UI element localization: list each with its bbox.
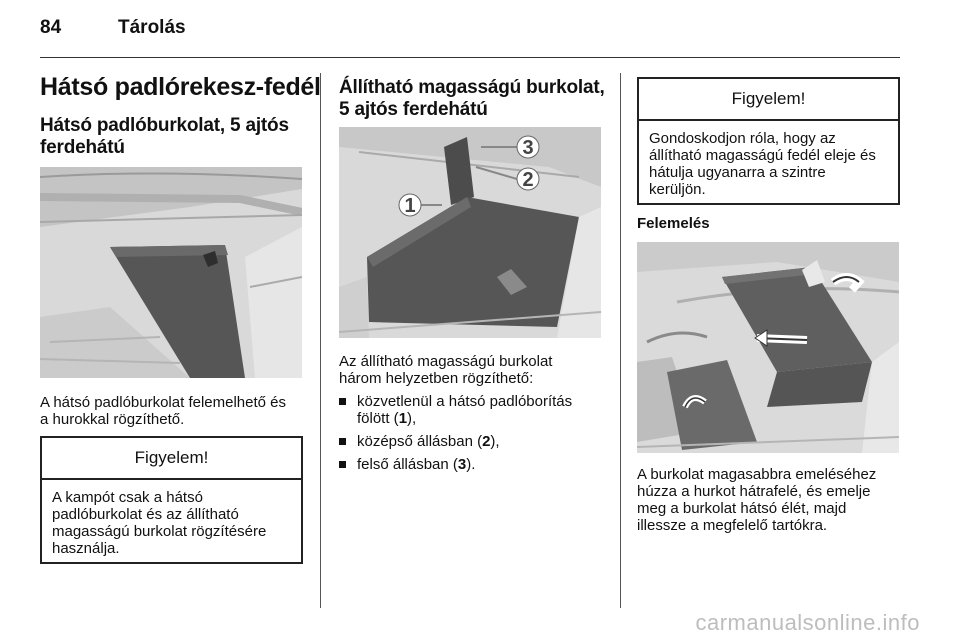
notice-box-hook: [40, 436, 303, 564]
list-item-number: 1: [398, 410, 408, 427]
lifting-paragraph-line: meg a burkolat hátsó élét, majd: [637, 500, 847, 517]
lifting-paragraph-line: húzza a hurkot hátrafelé, és emelje: [637, 483, 871, 500]
positions-intro-line1: Az állítható magasságú burkolat: [339, 353, 553, 370]
lifting-illustration: [637, 242, 899, 453]
notice-box-level: [637, 77, 900, 205]
section-title: Hátsó padlórekesz-fedél: [40, 73, 321, 101]
subsection-title-line2: ferdehátú: [40, 137, 125, 158]
list-item-text: fölött (: [357, 410, 399, 427]
notice-line: magasságú burkolat rögzítésére: [52, 523, 267, 540]
adjustable-cover-heading-line1: Állítható magasságú burkolat,: [339, 77, 605, 98]
list-item: [339, 393, 609, 427]
subsection-title: [40, 115, 289, 159]
list-item-text: ),: [490, 433, 500, 450]
list-item: [339, 456, 609, 473]
bullet-icon: [339, 438, 346, 445]
lifting-heading: Felemelés: [637, 215, 710, 232]
adjustable-cover-heading: [339, 77, 605, 121]
notice-line: padlóburkolat és az állítható: [52, 506, 239, 523]
notice-body: [639, 121, 898, 198]
positions-intro: [339, 353, 609, 387]
page-number: 84: [40, 17, 62, 38]
list-item-text: középső állásban (: [357, 433, 483, 450]
floor-cover-illustration: [40, 167, 302, 378]
lifting-paragraph: [637, 466, 907, 534]
list-item-number: 3: [457, 456, 467, 473]
bullet-icon: [339, 461, 346, 468]
notice-body: [42, 480, 301, 557]
list-item-text: felső állásban (: [357, 456, 458, 473]
notice-heading: Figyelem!: [639, 79, 898, 121]
lifting-paragraph-line: A burkolat magasabbra emeléséhez: [637, 466, 877, 483]
notice-line: használja.: [52, 540, 120, 557]
floor-cover-paragraph-line2: a hurokkal rögzíthető.: [40, 411, 185, 428]
floor-cover-paragraph-line1: A hátsó padlóburkolat felemelhető és: [40, 394, 286, 411]
list-item-text: ),: [407, 410, 417, 427]
list-item-number: 2: [482, 433, 491, 450]
notice-line: kerüljön.: [649, 181, 706, 198]
list-item-text: közvetlenül a hátsó padlóborítás: [357, 393, 573, 410]
column-divider-1: [320, 73, 321, 608]
bullet-icon: [339, 398, 346, 405]
positions-list: [339, 393, 609, 479]
notice-heading: Figyelem!: [42, 438, 301, 480]
floor-cover-paragraph: [40, 394, 310, 428]
callout-2: 2: [522, 169, 534, 191]
callout-3: 3: [522, 137, 534, 159]
subsection-title-line1: Hátsó padlóburkolat, 5 ajtós: [40, 115, 289, 136]
adjustable-cover-illustration: [339, 127, 601, 338]
list-item-text: ).: [466, 456, 476, 473]
column-divider-2: [620, 73, 621, 608]
chapter-title: Tárolás: [118, 17, 186, 38]
list-item: [339, 433, 609, 450]
notice-line: Gondoskodjon róla, hogy az: [649, 130, 836, 147]
header-rule: [40, 57, 900, 58]
positions-intro-line2: három helyzetben rögzíthető:: [339, 370, 534, 387]
callout-1: 1: [404, 195, 416, 217]
lifting-paragraph-line: illessze a megfelelő tartókra.: [637, 517, 828, 534]
notice-line: állítható magasságú fedél eleje és: [649, 147, 876, 164]
notice-line: A kampót csak a hátsó: [52, 489, 203, 506]
watermark: carmanualsonline.info: [695, 610, 920, 635]
adjustable-cover-heading-line2: 5 ajtós ferdehátú: [339, 99, 488, 120]
notice-line: hátulja ugyanarra a szintre: [649, 164, 826, 181]
